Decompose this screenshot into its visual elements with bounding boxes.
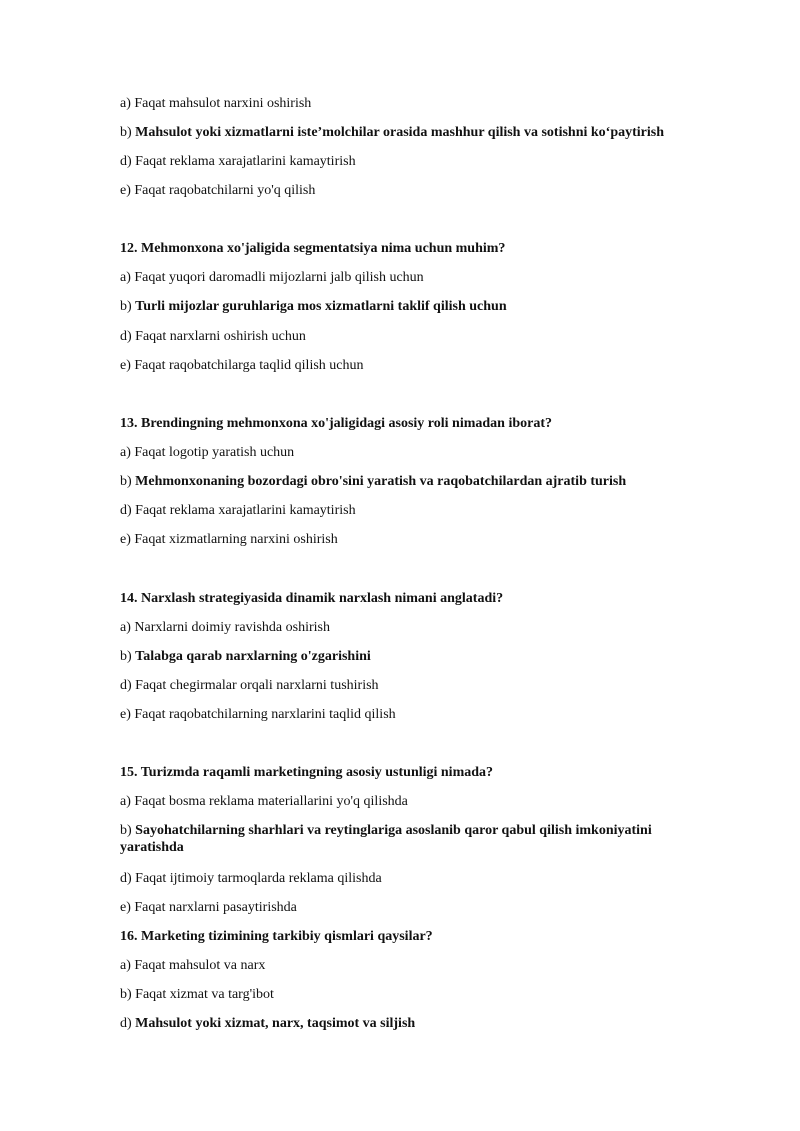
q16-option-b: b) Faqat xizmat va targ'ibot	[120, 987, 274, 1002]
question-12: 12. Mehmonxona xo'jaligida segmentatsiya nima uchun muhim?	[120, 241, 506, 256]
q15-option-d: d) Faqat ijtimoiy tarmoqlarda reklama qilishda	[120, 871, 382, 886]
q13-option-a: a) Faqat logotip yaratish uchun	[120, 445, 295, 460]
option-letter: d)	[120, 1016, 132, 1031]
q12-option-d: d) Faqat narxlarni oshirish uchun	[120, 329, 306, 344]
lead-option-d: d) Faqat reklama xarajatlarini kamaytirish	[120, 154, 356, 169]
question-13: 13. Brendingning mehmonxona xo'jaligidagi asosiy roli nimadan iborat?	[120, 416, 553, 431]
q13-option-b	[120, 473, 710, 490]
lead-option-b	[120, 124, 710, 141]
correct-answer: Turli mijozlar guruhlariga mos xizmatlarni taklif qilish uchun	[135, 299, 507, 314]
question-15: 15. Turizmda raqamli marketingning asosiy ustunligi nimada?	[120, 765, 494, 780]
q14-option-b	[120, 648, 710, 665]
q14-option-e: e) Faqat raqobatchilarning narxlarini taqlid qilish	[120, 707, 396, 722]
q13-option-e: e) Faqat xizmatlarning narxini oshirish	[120, 532, 338, 547]
correct-answer: Talabga qarab narxlarning o'zgarishini	[135, 649, 371, 664]
q12-option-e: e) Faqat raqobatchilarga taqlid qilish uchun	[120, 358, 364, 373]
correct-answer: Mahsulot yoki xizmat, narx, taqsimot va siljish	[135, 1016, 416, 1031]
q12-option-b	[120, 298, 710, 315]
q16-option-a: a) Faqat mahsulot va narx	[120, 958, 266, 973]
q16-option-d	[120, 1015, 710, 1032]
correct-answer: Sayohatchilarning sharhlari va reytinglariga asoslanib qaror qabul qilish imkoniyatini yaratishda	[120, 823, 652, 855]
q15-option-b	[120, 822, 710, 856]
option-letter: b)	[120, 823, 132, 838]
option-letter: b)	[120, 649, 132, 664]
q14-option-a: a) Narxlarni doimiy ravishda oshirish	[120, 620, 330, 635]
correct-answer: Mehmonxonaning bozordagi obro'sini yaratish va raqobatchilardan ajratib turish	[135, 474, 627, 489]
lead-option-a: a) Faqat mahsulot narxini oshirish	[120, 96, 312, 111]
q15-option-a: a) Faqat bosma reklama materiallarini yo'q qilishda	[120, 794, 408, 809]
option-letter: b)	[120, 299, 132, 314]
correct-answer: Mahsulot yoki xizmatlarni iste’molchilar orasida mashhur qilish va sotishni ko‘paytirish	[135, 125, 664, 140]
q15-option-e: e) Faqat narxlarni pasaytirishda	[120, 900, 297, 915]
option-letter: b)	[120, 125, 132, 140]
q14-option-d: d) Faqat chegirmalar orqali narxlarni tushirish	[120, 678, 379, 693]
question-16: 16. Marketing tizimining tarkibiy qismlari qaysilar?	[120, 929, 433, 944]
q13-option-d: d) Faqat reklama xarajatlarini kamaytirish	[120, 503, 356, 518]
question-14: 14. Narxlash strategiyasida dinamik narxlash nimani anglatadi?	[120, 591, 504, 606]
q12-option-a: a) Faqat yuqori daromadli mijozlarni jalb qilish uchun	[120, 270, 424, 285]
option-letter: b)	[120, 474, 132, 489]
lead-option-e: e) Faqat raqobatchilarni yo'q qilish	[120, 183, 316, 198]
